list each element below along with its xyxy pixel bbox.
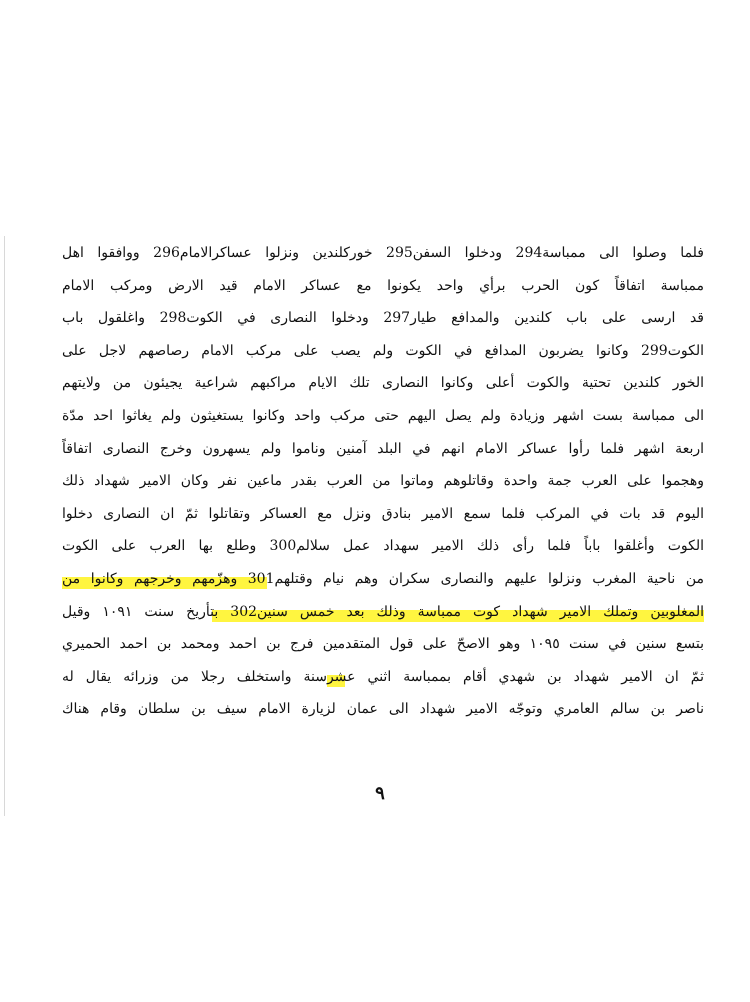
text-line-content: من ناحية المغرب ونزلوا عليهم والنصارى سكران وهم نيام وقتلهم301 وهزّمهم وخرجهم وكانوا من [62,570,704,587]
text-line-highlighted [62,596,704,629]
text-line-content: الى ممباسة بست اشهر وزيادة ولم يصل اليهم حتى مركب واحد وكانوا يستغيثون ولم يغاثوا احد مدّة [62,407,704,424]
text-line-content: قد ارسى على باب كلندين والمدافع طيار297 ودخلوا النصارى في الكوت298 واغلقول باب [62,310,704,327]
text-line [62,693,704,726]
text-line-content: فلما وصلوا الى ممباسة294 ودخلوا السفن295 خوركلندين ونزلوا عساكرالامام296 ووافقوا اهل [62,245,704,261]
text-line-content: ناصر بن سالم العامري وتوجّه الامير شهداد الى عمان لزيارة الامام سيف بن سلطان وقام هناك [62,701,704,718]
text-line [62,465,704,498]
page-edge-divider [4,236,5,816]
text-line-content: الخور كلندين تحتية والكوت أعلى وكانوا النصارى تلك الايام مراكبهم شراعية يجيئون من ولايتهم [62,375,704,392]
text-line [62,270,704,303]
text-line [62,367,704,400]
text-line-content: المغلوبين وتملك الامير شهداد كوت ممباسة وذلك بعد خمس سنين302 بتأريخ سنت ١٠٩١ وقيل [62,603,704,620]
text-line-content: ممباسة اتفاقاً كون الحرب برأي واحد يكونوا مع عساكر الامام قيد الارض ومركب الامام [62,277,704,294]
text-line [62,335,704,368]
text-line-with-small-highlight [62,661,704,694]
text-line-content: بتسع سنين في سنت ١٠٩٥ وهو الاصحّ على قول المتقدمين فرج بن احمد ومحمد بن احمد الحميري [62,636,704,653]
text-line-content: وهجموا على العرب جمة واحدة وقاتلوهم وماتوا من العرب بقدر ماعين نفر وكان الامير شهداد ذلك [62,473,704,490]
text-line-content: ثمّ ان الامير شهداد بن شهدي أقام بممباسة اثني عشرسنة واستخلف رجلا من وزرائه يقال له [62,668,704,685]
text-line-highlighted-partial [62,563,704,596]
text-line [62,237,704,270]
text-line [62,530,704,563]
text-line-content: الكوت وأغلقوا باباً فلما رأى ذلك الامير سهداد عمل سلالم300 وطلع بها العرب على الكوت [62,538,704,555]
text-line [62,302,704,335]
text-line [62,433,704,466]
text-line-content: اليوم قد بات في المركب فلما سمع الامير بنادق ونزل مع العساكر وتقاتلوا ثمّ ان النصارى دخلوا [62,505,704,522]
text-line-content: الكوت299 وكانوا يضربون المدافع في الكوت ولم يصب على مركب الامام رصاصهم لاجل على [62,342,704,359]
text-line [62,498,704,531]
arabic-text-block [62,237,704,726]
page-number: ٩ [375,783,385,804]
text-line [62,628,704,661]
text-line-content: اربعة اشهر فلما رأوا عساكر الامام انهم في البلد آمنين وناموا ولم يسهرون وخرج النصارى اتفاقاً [62,440,704,457]
text-line [62,400,704,433]
